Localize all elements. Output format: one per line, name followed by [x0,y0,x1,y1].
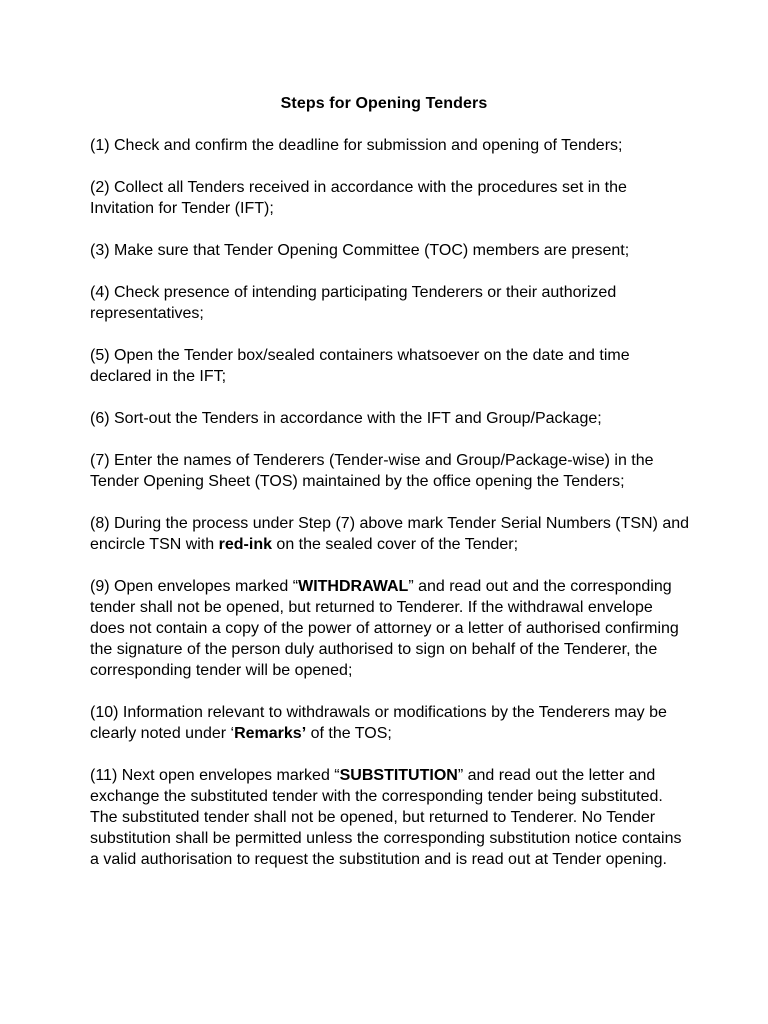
step-9-text-a: (9) Open envelopes marked “ [90,578,299,595]
step-8-text-b: on the sealed cover of the Tender; [271,536,519,553]
step-9-text-b: ” and read out and the corresponding tender shall not be opened, but returned to Tenderer. If the withdrawal envelope does not contain a copy of the power of attorney or a letter of authorised confirming the signature of the person duly authorised to sign on behalf of the Tenderer, the corresponding tender will be opened; [90,578,679,679]
step-9-emphasis-withdrawal: WITHDRAWAL [298,578,409,595]
step-8-emphasis-red-ink: red-ink [218,536,272,553]
step-7 [90,450,690,492]
step-5-text: (5) Open the Tender box/sealed containers whatsoever on the date and time declared in the IFT; [90,347,630,385]
step-10-emphasis-remarks: Remarks’ [234,725,307,742]
step-11-emphasis-substitution: SUBSTITUTION [339,767,458,784]
step-3-text: (3) Make sure that Tender Opening Committee (TOC) members are present; [90,242,630,259]
step-10-text-a: (10) Information relevant to withdrawals or modifications by the Tenderers may be clearly noted under ‘ [90,704,667,742]
step-5 [90,345,690,387]
step-10 [90,702,690,744]
step-7-text: (7) Enter the names of Tenderers (Tender-wise and Group/Package-wise) in the Tender Opening Sheet (TOS) maintained by the office opening the Tenders; [90,452,654,490]
step-1 [90,135,690,156]
step-6 [90,408,690,429]
step-9 [90,576,690,681]
document-title: Steps for Opening Tenders [280,95,488,112]
steps-list [90,135,690,891]
step-2 [90,177,690,219]
step-2-text: (2) Collect all Tenders received in accordance with the procedures set in the Invitation for Tender (IFT); [90,179,627,217]
step-6-text: (6) Sort-out the Tenders in accordance with the IFT and Group/Package; [90,410,602,427]
step-3 [90,240,690,261]
step-11-text-b: ” and read out the letter and exchange the substituted tender with the corresponding tender being substituted. The substituted tender shall not be opened, but returned to Tenderer. No Tender substitution shall be permitted unless the corresponding substitution notice contains a valid authorisation to request the substitution and is read out at Tender opening. [90,767,682,868]
step-11-text-a: (11) Next open envelopes marked “ [90,767,340,784]
step-4-text: (4) Check presence of intending participating Tenderers or their authorized representatives; [90,284,617,322]
step-8-text-a: (8) During the process under Step (7) above mark Tender Serial Numbers (TSN) and encircle TSN with [90,515,690,553]
step-8 [90,513,690,555]
step-11 [90,765,690,870]
step-1-text: (1) Check and confirm the deadline for submission and opening of Tenders; [90,137,623,154]
step-4 [90,282,690,324]
step-10-text-b: of the TOS; [306,725,392,742]
